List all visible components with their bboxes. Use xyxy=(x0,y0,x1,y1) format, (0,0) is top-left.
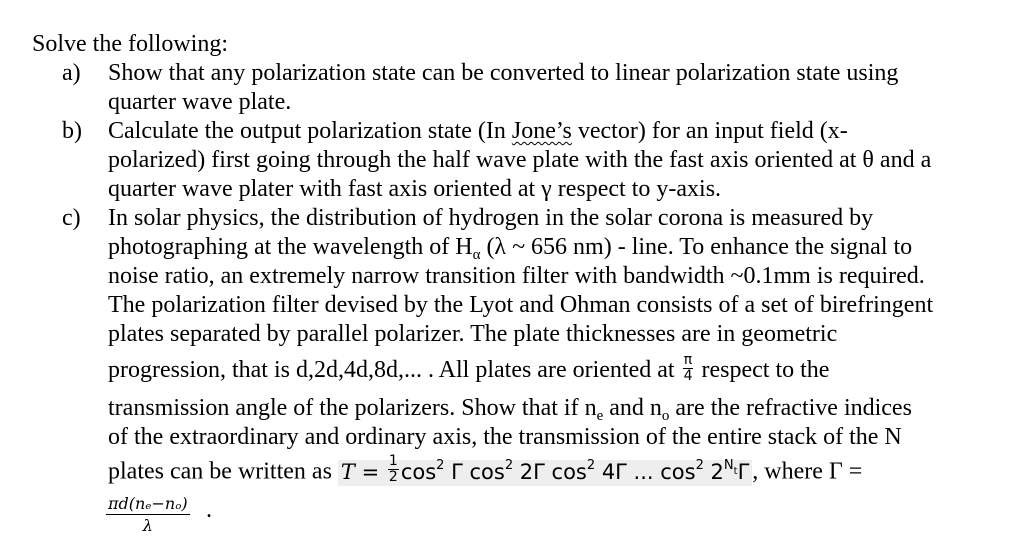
question-c-line-7: transmission angle of the polarizers. Show that if $n_e$ and $n_o$ are the refractive indices xyxy=(108,395,912,424)
question-c-line-9: plates can be written as T = $\frac{1}{2}$ $\cos^2 \Gamma$ $\cos^2 2\Gamma$ $\cos^2 4\Gamma$ ... $\cos^2 2^{Nt}\Gamma$ , where Γ = xyxy=(108,453,863,485)
question-b-marker: b) xyxy=(62,118,82,144)
problem-heading: Solve the following: xyxy=(32,31,228,57)
pi-over-four-fraction: $\frac{\pi}{4}$ xyxy=(683,352,693,384)
question-c-line-2: photographing at the wavelength of $H_\alpha$ (λ ~ 656 nm) - line. To enhance the signal to xyxy=(108,234,913,263)
question-c-line-1: In solar physics, the distribution of hydrogen in the solar corona is measured by xyxy=(108,205,874,231)
question-a-line-1: Show that any polarization state can be converted to linear polarization state using xyxy=(108,60,899,86)
question-c-line-3: noise ratio, an extremely narrow transition filter with bandwidth ~0.1mm is required. xyxy=(108,263,925,289)
question-b-line-3: quarter wave plater with fast axis oriented at γ respect to y-axis. xyxy=(108,176,722,202)
question-c-line-4: The polarization filter devised by the Lyot and Ohman consists of a set of birefringent xyxy=(108,292,934,318)
question-a-line-2: quarter wave plate. xyxy=(108,89,292,115)
question-a-marker: a) xyxy=(62,60,81,86)
question-b-line-2: polarized) first going through the half wave plate with the fast axis oriented at θ and a xyxy=(108,147,932,173)
question-c-line-5: plates separated by parallel polarizer. The plate thicknesses are in geometric xyxy=(108,321,838,347)
question-c-line-6: progression, that is d,2d,4d,8d,... . All plates are oriented at $\frac{\pi}{4}$ respect to the xyxy=(108,352,830,384)
transmission-equation: T = $\frac{1}{2}$ $\cos^2 \Gamma$ $\cos^2 2\Gamma$ $\cos^2 4\Gamma$ ... $\cos^2 2^{Nt}\Gamma$ xyxy=(338,460,752,486)
question-b-line-1: Calculate the output polarization state (In Jone’s vector) for an input field (x- xyxy=(108,118,848,144)
jones-term: Jone’s xyxy=(511,118,572,144)
gamma-period: . xyxy=(206,497,212,523)
gamma-denominator: λ xyxy=(142,516,153,535)
gamma-numerator: πd(nₑ−nₒ) xyxy=(108,494,188,513)
gamma-fraction xyxy=(106,494,190,537)
question-c-marker: c) xyxy=(62,205,81,231)
one-half-fraction: $\frac{1}{2}$ xyxy=(388,453,398,485)
question-c-line-8: of the extraordinary and ordinary axis, the transmission of the entire stack of the N xyxy=(108,424,902,450)
h-alpha-subscript: α xyxy=(472,247,481,263)
